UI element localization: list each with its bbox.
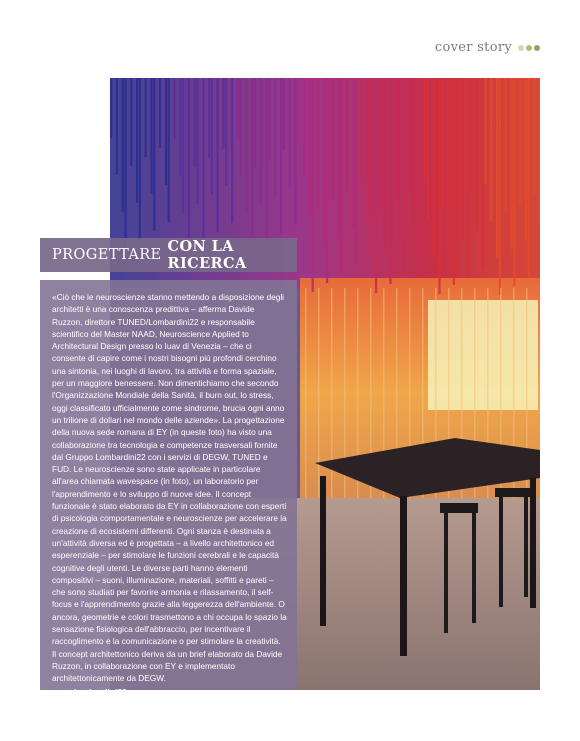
dot-icon — [526, 45, 532, 51]
article-body: «Ciò che le neuroscienze stanno mettendo a disposizione degli architetti è una conoscenza predittiva – afferma Davide Ruzzon, direttore TUNED/Lombardini22 e responsabile scientifico del Master NAAD, Neuroscience Applied to Architectural Design presso lo Iuav di Venezia – che ci consente di capire come i nostri bisogni più profondi cerchino una sintonia, nei luoghi di lavoro, tra attività e forma spaziale, per un maggiore benessere. Non dimentichiamo che secondo l'Organizzazione Mondiale della Sanità, il burn out, lo stress, oggi classificato ufficialmente come sindrome, brucia ogni anno un trilione di dollari nel mondo delle aziende». La progettazione della nuova sede romana di EY (in queste foto) ha visto una collaborazione tra tecnologia e competenze trasversali fornite dal Gruppo Lombardini22 con i servizi di DEGW, TUNED e FUD. Le neuroscienze sono state applicate in particolare all'area chiamata wavespace (in foto), un laboratorio per l'apprendimento e lo sviluppo di nuove idee. Il concept funzionale è stato elaborato da EY in collaborazione con esperti di psicologia comportamentale e neuroscienze per accelerare la creazione di ecosistemi differenti. Ogni stanza è destinata a un'attività diversa ed è progettata – a livello architettonico ed esperenziale – per stimolare le funzioni cerebrali e le capacità cognitive degli utenti. Le diverse parti hanno elementi compositivi – suoni, illuminazione, materiali, soffitti e pareti – che sono studiati per favorire armonia e rilassamento, il self-focus e l'apprendimento grazie alla leggerezza dell'ambiente. O ancora, geometrie e colori trasmettono a chi occupa lo spazio la sensazione fisiologica dell'abbraccio, per incentivare il raccoglimento e la comunicazione o per stimolare la creatività. Il concept architettonico deriva da un brief elaborato da Davide Ruzzon, in collaborazione con EY e implementato architettonicamente da DEGW. — [52, 292, 287, 684]
section-label: cover story — [434, 40, 512, 55]
title-light-part: PROGETTARE — [52, 247, 162, 263]
dot-icon — [518, 45, 524, 51]
section-header — [435, 40, 540, 55]
website-link[interactable]: www.lombardini22.com — [52, 686, 147, 697]
article-title — [40, 238, 297, 272]
article-text-box — [40, 280, 297, 697]
dot-icon — [534, 45, 540, 51]
title-bold-part: CON LA RICERCA — [167, 238, 247, 272]
decorative-dots — [518, 45, 540, 51]
